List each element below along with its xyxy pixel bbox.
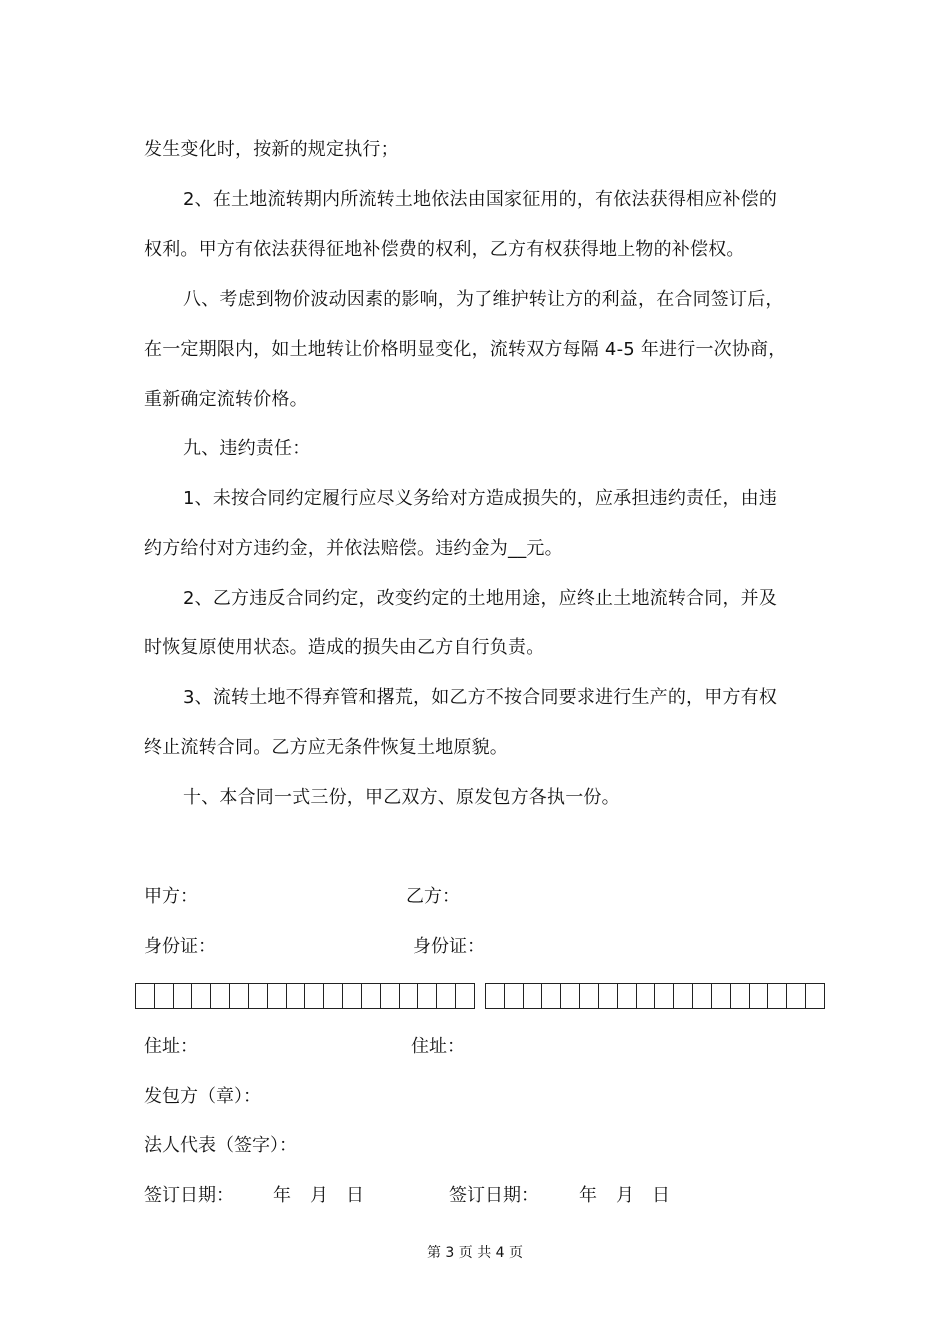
sign-month-a: 月 bbox=[310, 1185, 328, 1206]
id-digit-cell bbox=[750, 984, 769, 1008]
sign-month-b: 月 bbox=[616, 1185, 634, 1206]
paragraph-line: 发生变化时，按新的规定执行； bbox=[144, 139, 399, 160]
id-digit-cell bbox=[192, 984, 211, 1008]
id-digit-cell bbox=[174, 984, 193, 1008]
id-digit-cell bbox=[806, 984, 824, 1008]
id-digit-cell bbox=[343, 984, 362, 1008]
id-digit-cell bbox=[693, 984, 712, 1008]
paragraph-line: 十、本合同一式三份，甲乙双方、原发包方各执一份。 bbox=[183, 787, 620, 808]
id-digit-cell bbox=[362, 984, 381, 1008]
legal-representative-label: 法人代表（签字）： bbox=[144, 1135, 297, 1156]
id-label-a: 身份证： bbox=[144, 936, 216, 957]
id-digit-cell bbox=[768, 984, 787, 1008]
sign-year-b: 年 bbox=[579, 1185, 597, 1206]
id-digit-cell bbox=[787, 984, 806, 1008]
id-digit-cell bbox=[674, 984, 693, 1008]
sign-date-label-b: 签订日期： bbox=[449, 1185, 539, 1206]
id-digit-cell bbox=[211, 984, 230, 1008]
id-digit-cell bbox=[580, 984, 599, 1008]
id-digit-cell bbox=[381, 984, 400, 1008]
id-digit-cell bbox=[542, 984, 561, 1008]
id-digit-cell bbox=[400, 984, 419, 1008]
id-digit-cell bbox=[324, 984, 343, 1008]
id-digit-cell bbox=[437, 984, 456, 1008]
id-digit-cell bbox=[230, 984, 249, 1008]
paragraph-line: 重新确定流转价格。 bbox=[144, 389, 308, 410]
paragraph-line: 八、考虑到物价波动因素的影响，为了维护转让方的利益，在合同签订后， bbox=[183, 289, 784, 310]
address-label-a: 住址： bbox=[144, 1036, 198, 1057]
paragraph-line: 约方给付对方违约金，并依法赔偿。违约金为__元。 bbox=[144, 538, 563, 559]
id-digit-cell bbox=[287, 984, 306, 1008]
section-heading: 九、违约责任： bbox=[183, 438, 311, 459]
id-digit-cell bbox=[155, 984, 174, 1008]
id-digit-cell bbox=[418, 984, 437, 1008]
paragraph-line: 终止流转合同。乙方应无条件恢复土地原貌。 bbox=[144, 737, 508, 758]
sign-year-a: 年 bbox=[273, 1185, 291, 1206]
id-digit-cell bbox=[505, 984, 524, 1008]
sign-day-a: 日 bbox=[346, 1185, 364, 1206]
paragraph-line: 1、未按合同约定履行应尽义务给对方造成损失的，应承担违约责任，由违 bbox=[183, 488, 778, 509]
paragraph-line: 权利。甲方有依法获得征地补偿费的权利，乙方有权获得地上物的补偿权。 bbox=[144, 239, 745, 260]
id-digit-cell bbox=[561, 984, 580, 1008]
party-b-label: 乙方： bbox=[406, 886, 460, 907]
contractor-seal-label: 发包方（章）： bbox=[144, 1086, 261, 1107]
id-label-b: 身份证： bbox=[413, 936, 485, 957]
page-number-footer: 第 3 页 共 4 页 bbox=[426, 1245, 524, 1261]
id-digit-cell bbox=[305, 984, 324, 1008]
id-digit-cell bbox=[486, 984, 505, 1008]
party-a-label: 甲方： bbox=[144, 886, 198, 907]
paragraph-line: 2、乙方违反合同约定，改变约定的土地用途，应终止土地流转合同，并及 bbox=[183, 588, 778, 609]
id-digit-cell bbox=[268, 984, 287, 1008]
id-digit-cell bbox=[618, 984, 637, 1008]
id-digit-cell bbox=[524, 984, 543, 1008]
id-digit-cell bbox=[249, 984, 268, 1008]
paragraph-line: 在一定期限内，如土地转让价格明显变化，流转双方每隔 4-5 年进行一次协商， bbox=[144, 339, 787, 360]
id-digit-cell bbox=[637, 984, 656, 1008]
sign-date-label-a: 签订日期： bbox=[144, 1185, 234, 1206]
id-digit-cell bbox=[599, 984, 618, 1008]
id-digit-cell bbox=[136, 984, 155, 1008]
paragraph-line: 3、流转土地不得弃管和撂荒，如乙方不按合同要求进行生产的，甲方有权 bbox=[183, 687, 778, 708]
id-number-boxes-a bbox=[135, 983, 475, 1009]
paragraph-line: 2、在土地流转期内所流转土地依法由国家征用的，有依法获得相应补偿的 bbox=[183, 189, 778, 210]
paragraph-line: 时恢复原使用状态。造成的损失由乙方自行负责。 bbox=[144, 637, 545, 658]
id-digit-cell bbox=[456, 984, 474, 1008]
id-number-boxes-b bbox=[485, 983, 825, 1009]
address-label-b: 住址： bbox=[411, 1036, 465, 1057]
id-digit-cell bbox=[655, 984, 674, 1008]
sign-day-b: 日 bbox=[652, 1185, 670, 1206]
id-digit-cell bbox=[712, 984, 731, 1008]
id-digit-cell bbox=[731, 984, 750, 1008]
